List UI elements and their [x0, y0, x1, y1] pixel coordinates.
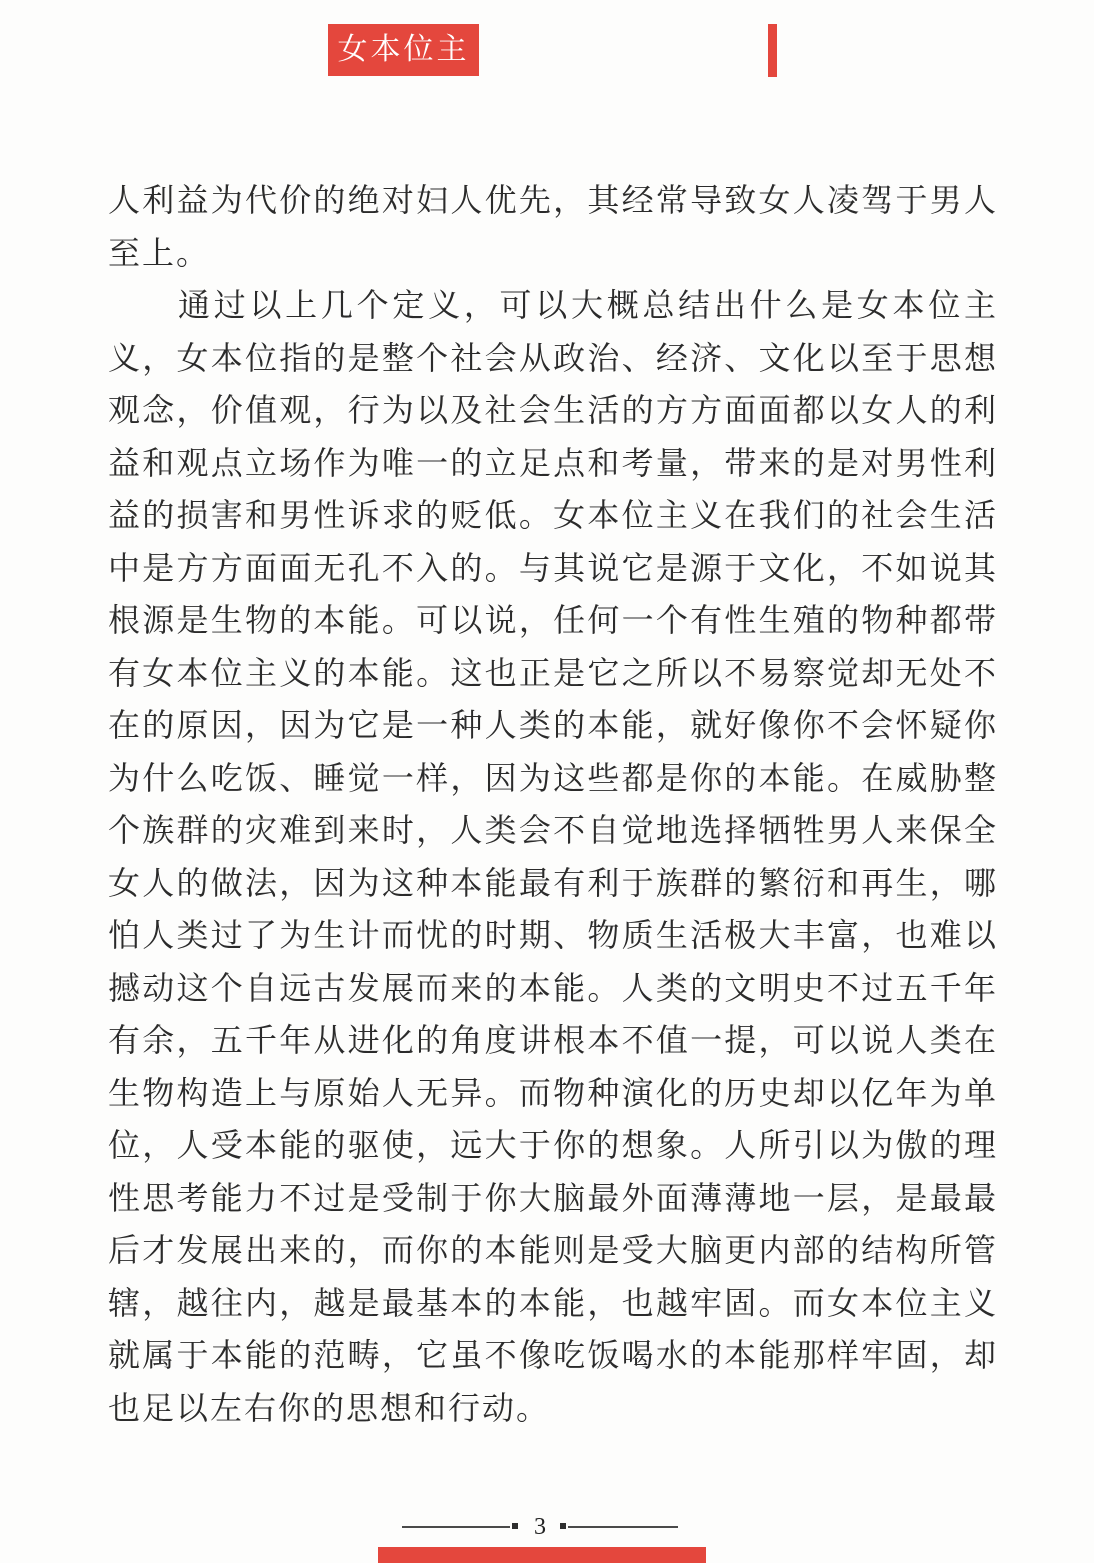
text-line: 撼动这个自远古发展而来的本能。人类的文明史不过五千年 — [108, 969, 996, 1006]
text-line: 在的原因，因为它是一种人类的本能，就好像你不会怀疑你 — [108, 707, 996, 743]
text-line: 位，人受本能的驱使，远大于你的想象。人所引以为傲的理 — [108, 1127, 996, 1163]
footer-accent-bar — [378, 1547, 706, 1563]
text-line: 生物构造上与原始人无异。而物种演化的历史却以亿年为单 — [108, 1074, 996, 1111]
header-marker-bar — [768, 24, 777, 77]
footer-dot-left — [512, 1523, 518, 1529]
text-line: 性思考能力不过是受制于你大脑最外面薄薄地一层，是最最 — [108, 1179, 996, 1216]
text-line: 人利益为代价的绝对妇人优先，其经常导致女人凌驾于男人 — [108, 182, 996, 218]
text-line: 为什么吃饭、睡觉一样，因为这些都是你的本能。在威胁整 — [108, 759, 996, 796]
text-line: 根源是生物的本能。可以说，任何一个有性生殖的物种都带 — [108, 602, 996, 638]
text-line: 有女本位主义的本能。这也正是它之所以不易察觉却无处不 — [108, 654, 996, 691]
text-line: 就属于本能的范畴，它虽不像吃饭喝水的本能那样牢固，却 — [108, 1337, 996, 1373]
footer-rule-left — [402, 1526, 510, 1528]
body-text — [108, 174, 996, 1434]
text-line: 女人的做法，因为这种本能最有利于族群的繁衍和再生，哪 — [108, 864, 996, 901]
footer-rule-right — [568, 1526, 678, 1528]
text-line: 后才发展出来的，而你的本能则是受大脑更内部的结构所管 — [108, 1232, 996, 1268]
footer-dot-right — [560, 1523, 566, 1529]
text-line: 也足以左右你的思想和行动。 — [108, 1389, 551, 1426]
text-line: 个族群的灾难到来时，人类会不自觉地选择牺牲男人来保全 — [108, 812, 996, 848]
text-line: 益和观点立场作为唯一的立足点和考量，带来的是对男性利 — [108, 444, 996, 481]
section-header-label: 女本位主 — [328, 24, 479, 76]
text-line: 有余，五千年从进化的角度讲根本不值一提，可以说人类在 — [108, 1022, 996, 1058]
text-line-paragraph-start: 通过以上几个定义，可以大概总结出什么是女本位主 — [178, 287, 996, 323]
page-number: 3 — [534, 1514, 546, 1540]
text-line: 辖，越往内，越是最基本的本能，也越牢固。而女本位主义 — [108, 1284, 996, 1321]
text-line: 义，女本位指的是整个社会从政治、经济、文化以至于思想 — [108, 339, 996, 376]
text-line: 观念，价值观，行为以及社会生活的方方面面都以女人的利 — [108, 392, 996, 428]
text-line: 怕人类过了为生计而忧的时期、物质生活极大丰富，也难以 — [108, 917, 996, 953]
text-line: 至上。 — [108, 234, 211, 271]
text-line: 益的损害和男性诉求的贬低。女本位主义在我们的社会生活 — [108, 497, 996, 533]
text-line: 中是方方面面无孔不入的。与其说它是源于文化，不如说其 — [108, 549, 996, 586]
